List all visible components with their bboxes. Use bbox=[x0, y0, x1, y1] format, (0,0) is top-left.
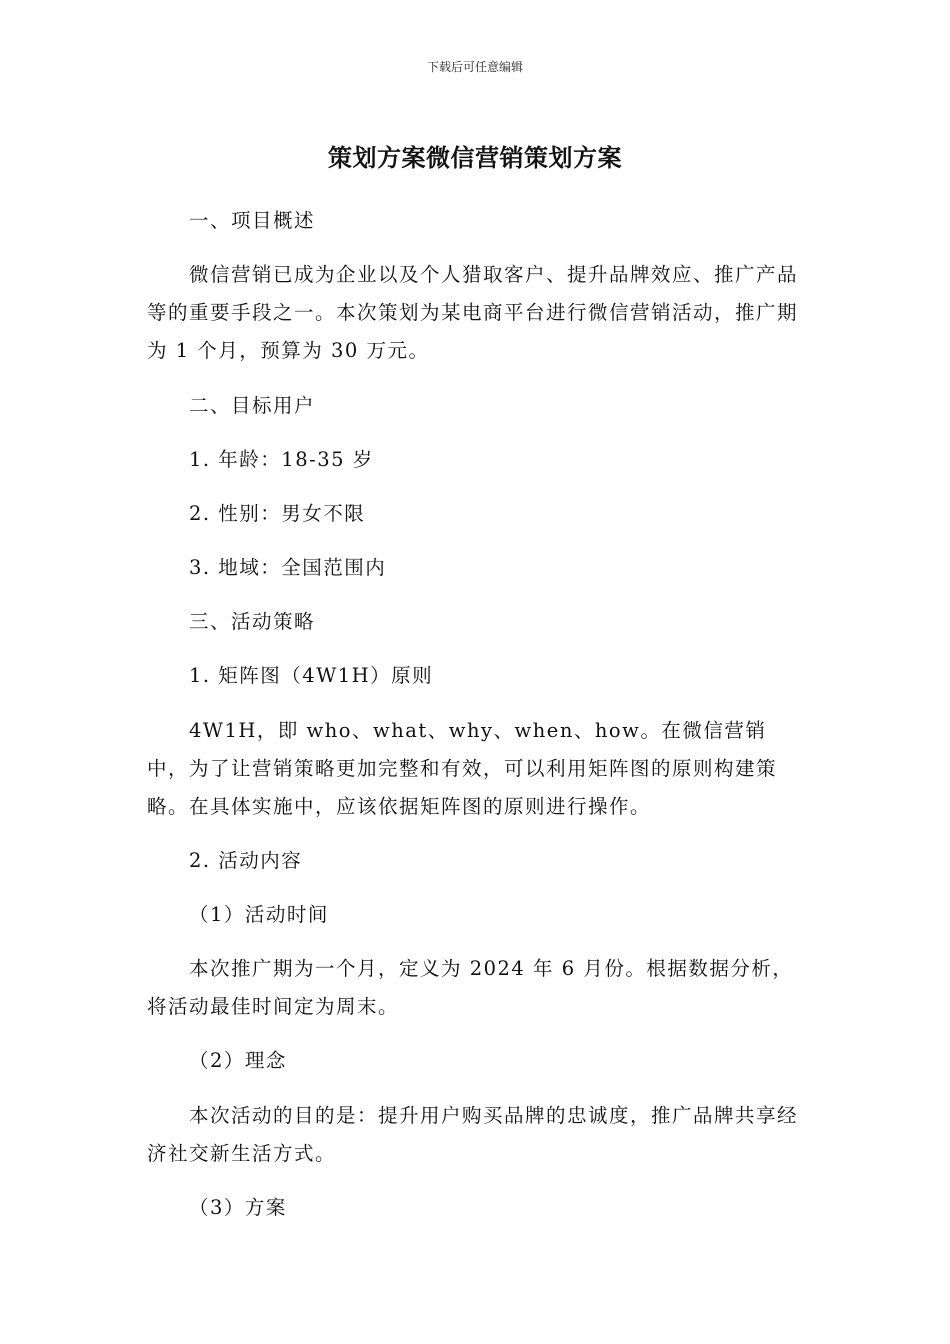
subheading-activity-time: （1）活动时间 bbox=[189, 903, 329, 926]
section-heading-overview: 一、项目概述 bbox=[189, 209, 316, 232]
header-note: 下载后可任意编辑 bbox=[426, 60, 523, 74]
list-item-gender: 2. 性别：男女不限 bbox=[189, 502, 366, 525]
list-item-activity-content: 2. 活动内容 bbox=[189, 849, 303, 872]
paragraph-activity-time: 本次推广期为一个月，定义为 2024 年 6 月份。根据数据分析，将活动最佳时间定为周末。 bbox=[147, 957, 794, 1018]
section-heading-target-users: 二、目标用户 bbox=[189, 394, 316, 417]
paragraph-overview: 微信营销已成为企业以及个人猎取客户、提升品牌效应、推广产品等的重要手段之一。本次策划为某电商平台进行微信营销活动，推广期为 1 个月，预算为 30 万元。 bbox=[147, 263, 799, 362]
document-title: 策划方案微信营销策划方案 bbox=[328, 144, 622, 172]
subheading-concept: （2）理念 bbox=[189, 1049, 287, 1072]
list-item-matrix-principle: 1. 矩阵图（4W1H）原则 bbox=[189, 664, 434, 687]
paragraph-matrix-principle: 4W1H，即 who、what、why、when、how。在微信营销中，为了让营销策略更加完整和有效，可以利用矩阵图的原则构建策略。在具体实施中，应该依据矩阵图的原则进行操作。 bbox=[147, 719, 778, 818]
subheading-plan: （3）方案 bbox=[189, 1196, 287, 1219]
paragraph-concept: 本次活动的目的是：提升用户购买品牌的忠诚度，推广品牌共享经济社交新生活方式。 bbox=[147, 1104, 799, 1165]
list-item-region: 3. 地域：全国范围内 bbox=[189, 556, 387, 579]
list-item-age: 1. 年龄：18-35 岁 bbox=[189, 448, 374, 471]
section-heading-strategy: 三、活动策略 bbox=[189, 610, 316, 633]
